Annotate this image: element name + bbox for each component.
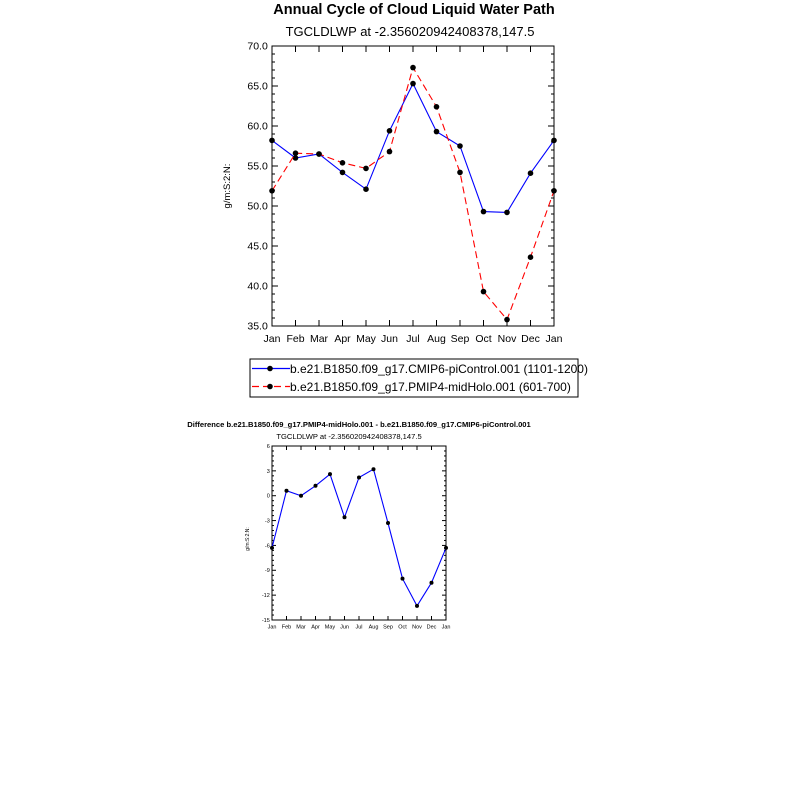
y-tick-label: 35.0 xyxy=(247,320,268,333)
y-tick-label: 70.0 xyxy=(247,40,268,53)
annual-cycle-chart xyxy=(222,2,588,397)
data-point xyxy=(357,475,361,479)
data-point xyxy=(434,104,440,110)
difference-chart xyxy=(187,420,531,630)
x-tick-label: Nov xyxy=(497,332,517,345)
y-tick-label: -3 xyxy=(264,518,270,525)
data-point xyxy=(299,494,303,498)
x-tick-label: Oct xyxy=(398,624,407,631)
y-tick-label: 65.0 xyxy=(247,80,268,93)
data-point xyxy=(481,209,487,215)
data-point xyxy=(528,254,534,260)
x-tick-label: Jul xyxy=(406,332,420,345)
data-point xyxy=(293,150,299,156)
data-point xyxy=(340,170,346,176)
chart1-ylabel: g/m:S:2:N: xyxy=(222,163,233,209)
data-point xyxy=(372,467,376,471)
y-tick-label: -6 xyxy=(264,543,270,550)
data-point xyxy=(481,289,487,295)
y-tick-label: -9 xyxy=(264,568,270,575)
x-tick-label: Aug xyxy=(368,624,379,631)
data-point xyxy=(387,128,393,134)
x-tick-label: Jan xyxy=(263,332,281,345)
x-tick-label: Jan xyxy=(441,624,451,631)
data-point xyxy=(410,81,416,87)
data-point xyxy=(457,170,463,176)
data-point xyxy=(340,160,346,166)
y-tick-label: 40.0 xyxy=(247,280,268,293)
data-point xyxy=(328,472,332,476)
data-point xyxy=(434,129,440,135)
x-tick-label: Apr xyxy=(334,332,351,345)
data-point xyxy=(363,186,369,192)
chart2-subtitle: TGCLDLWP at -2.356020942408378,147.5 xyxy=(276,432,422,441)
data-point xyxy=(528,170,534,176)
series-line-0 xyxy=(272,469,446,606)
data-point xyxy=(401,577,405,581)
data-point xyxy=(343,515,347,519)
x-tick-label: Mar xyxy=(309,332,329,345)
plot-frame xyxy=(272,446,446,620)
y-tick-label: -15 xyxy=(261,617,270,624)
data-point xyxy=(316,151,322,157)
x-tick-label: Dec xyxy=(426,624,437,631)
x-tick-label: Mar xyxy=(296,624,306,631)
y-tick-label: 0 xyxy=(266,493,270,500)
data-point xyxy=(386,521,390,525)
x-tick-label: Oct xyxy=(475,332,492,345)
x-tick-label: Nov xyxy=(412,624,422,631)
chart1-plot-area xyxy=(247,41,562,345)
chart2-ylabel: g/m:S:2:N: xyxy=(245,527,251,551)
y-tick-label: 45.0 xyxy=(247,240,268,253)
data-point xyxy=(410,65,416,71)
x-tick-label: Jan xyxy=(267,624,277,631)
data-point xyxy=(430,581,434,585)
legend-label-piControl: b.e21.B1850.f09_g17.CMIP6-piControl.001 (1101-1200) xyxy=(290,362,588,376)
x-tick-label: Dec xyxy=(521,332,540,345)
data-point xyxy=(269,138,275,144)
y-tick-label: -12 xyxy=(261,593,270,600)
chart1-legend xyxy=(250,359,588,397)
legend-marker-midHolo xyxy=(267,384,273,390)
data-point xyxy=(504,210,510,216)
y-tick-label: 60.0 xyxy=(247,120,268,133)
legend-marker-piControl xyxy=(267,366,273,372)
x-tick-label: Jul xyxy=(355,624,363,631)
y-tick-label: 6 xyxy=(266,443,270,450)
x-tick-label: Feb xyxy=(281,624,292,631)
x-tick-label: Sep xyxy=(383,624,393,631)
y-tick-label: 3 xyxy=(266,468,270,475)
series-line-1 xyxy=(272,68,554,320)
data-point xyxy=(387,149,393,155)
chart1-subtitle: TGCLDLWP at -2.356020942408378,147.5 xyxy=(285,24,535,39)
data-point xyxy=(293,155,299,161)
x-tick-label: Apr xyxy=(311,624,320,631)
chart2-plot-area xyxy=(262,444,451,630)
data-point xyxy=(415,604,419,608)
plot-frame xyxy=(272,46,554,326)
x-tick-label: Aug xyxy=(427,332,446,345)
chart2-title: Difference b.e21.B1850.f09_g17.PMIP4-midHolo.001 - b.e21.B1850.f09_g17.CMIP6-piControl.001 xyxy=(187,420,531,429)
data-point xyxy=(551,138,557,144)
x-tick-label: Jun xyxy=(340,624,349,631)
data-point xyxy=(457,143,463,149)
data-point xyxy=(504,317,510,323)
data-point xyxy=(270,546,274,550)
chart1-title: Annual Cycle of Cloud Liquid Water Path xyxy=(273,2,555,18)
y-tick-label: 50.0 xyxy=(247,200,268,213)
data-point xyxy=(363,166,369,172)
legend-label-midHolo: b.e21.B1850.f09_g17.PMIP4-midHolo.001 (601-700) xyxy=(290,380,571,394)
data-point xyxy=(551,188,557,194)
x-tick-label: Sep xyxy=(450,332,470,345)
y-tick-label: 55.0 xyxy=(247,160,268,173)
data-point xyxy=(269,188,275,194)
data-point xyxy=(444,546,448,550)
data-point xyxy=(314,484,318,488)
x-tick-label: May xyxy=(324,624,336,631)
x-tick-label: Jan xyxy=(545,332,563,345)
x-tick-label: May xyxy=(356,332,376,345)
x-tick-label: Feb xyxy=(286,332,305,345)
data-point xyxy=(285,489,289,493)
series-line-0 xyxy=(272,84,554,213)
x-tick-label: Jun xyxy=(381,332,398,345)
